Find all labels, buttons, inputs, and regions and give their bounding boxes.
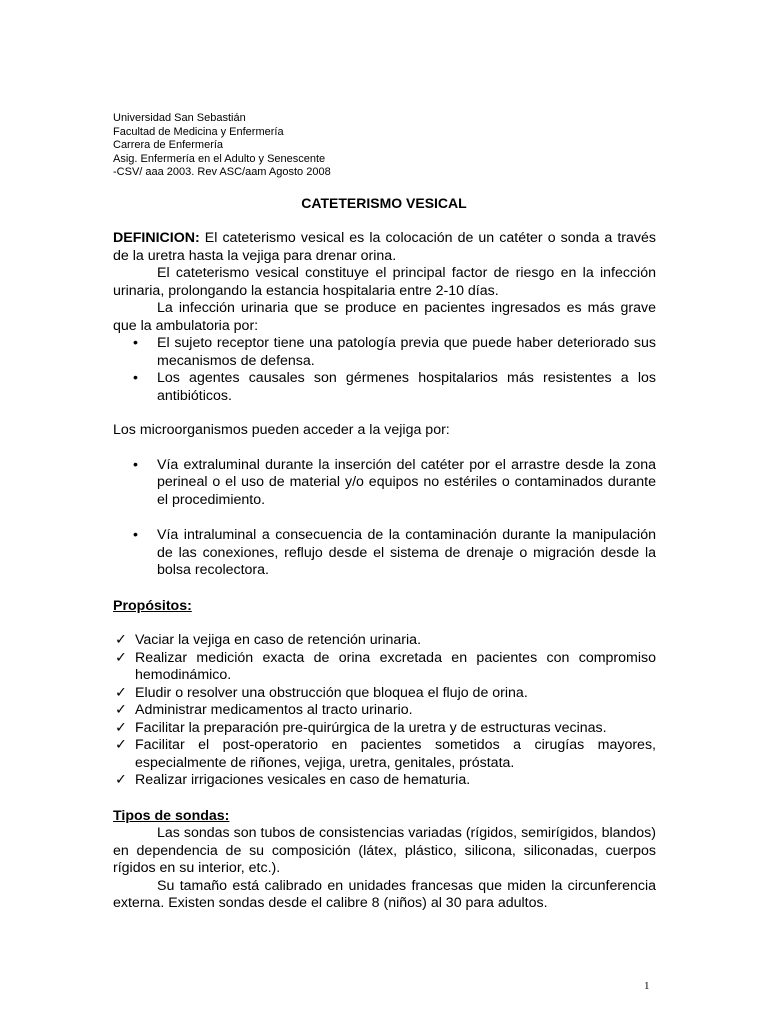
list-item: ✓ Administrar medicamentos al tracto urinario. <box>115 702 413 718</box>
micro-bullet-list <box>113 457 656 510</box>
bullet-icon: • <box>133 527 138 543</box>
bullet-icon: • <box>133 370 138 386</box>
infection-bullet-list <box>113 335 656 405</box>
bullet-icon: • <box>133 456 138 473</box>
checkmark-icon: ✓ <box>115 684 127 701</box>
checkmark-icon: ✓ <box>115 702 127 718</box>
list-item: ✓ Vaciar la vejiga en caso de retención urinaria. <box>115 632 422 648</box>
checkmark-icon: ✓ <box>115 719 127 736</box>
list-item: ✓ Realizar medición exacta de orina excretada en pacientes con compromiso hemodinámico. <box>115 649 656 683</box>
list-item: ✓ Facilitar el post-operatorio en pacientes sometidos a cirugías mayores, especialmente de riñones, vejiga, uretra, genitales, próstata. <box>115 737 656 771</box>
micro-bullet-list-2 <box>113 527 656 580</box>
header-university: Universidad San Sebastián <box>113 112 246 124</box>
tipos-paragraph-1: Las sondas son tubos de consistencias variadas (rígidos, semirígidos, blandos) en dependencia de su composición (látex, plástico, silicona, siliconadas, cuerpos rígidos en su interior, etc.). <box>113 825 656 876</box>
infection-paragraph: La infección urinaria que se produce en pacientes ingresados es más grave que la ambulatoria por: <box>113 300 656 334</box>
micro-intro: Los microorganismos pueden acceder a la vejiga por: <box>113 422 450 438</box>
propositos-checklist <box>113 632 656 790</box>
list-item: • Vía intraluminal a consecuencia de la contaminación durante la manipulación de las conexiones, reflujo desde el sistema de drenaje o migración desde la bolsa recolectora. <box>133 527 656 578</box>
propositos-heading: Propósitos: <box>113 597 192 614</box>
list-item: • Vía extraluminal durante la inserción del catéter por el arrastre desde la zona perineal o el uso de material y/o equipos no estériles o contaminados durante el procedimiento. <box>133 456 656 508</box>
bullet-icon: • <box>133 335 138 351</box>
list-item: • Los agentes causales son gérmenes hospitalarios más resistentes a los antibióticos. <box>133 370 656 404</box>
header-career: Carrera de Enfermería <box>113 139 224 151</box>
header-revision: -CSV/ aaa 2003. Rev ASC/aam Agosto 2008 <box>113 166 331 178</box>
list-item: ✓ Facilitar la preparación pre-quirúrgica de la uretra y de estructuras vecinas. <box>115 719 607 736</box>
definition-text: El cateterismo vesical es la colocación de un catéter o sonda a través de la uretra hasta la vejiga para drenar orina. <box>113 230 656 264</box>
page-number: 1 <box>644 980 650 992</box>
tipos-heading: Tipos de sondas: <box>113 807 230 824</box>
document-body <box>113 230 656 913</box>
checkmark-icon: ✓ <box>115 632 127 648</box>
document-title: CATETERISMO VESICAL <box>301 195 467 211</box>
checkmark-icon: ✓ <box>115 772 127 788</box>
risk-paragraph: El cateterismo vesical constituye el principal factor de riesgo en la infección urinaria, prolongando la estancia hospitalaria entre 2-10 días. <box>113 265 656 299</box>
tipos-paragraph-2: Su tamaño está calibrado en unidades francesas que miden la circunferencia externa. Existen sondas desde el calibre 8 (niños) al 30 para adultos. <box>113 877 656 911</box>
list-item: ✓ Realizar irrigaciones vesicales en caso de hematuria. <box>115 772 471 788</box>
definition-paragraph <box>113 230 656 265</box>
list-item: ✓ Eludir o resolver una obstrucción que bloquea el flujo de orina. <box>115 684 528 701</box>
checkmark-icon: ✓ <box>115 649 127 666</box>
definition-label: DEFINICION: <box>113 230 200 246</box>
document-header <box>113 112 331 180</box>
header-faculty: Facultad de Medicina y Enfermería <box>113 125 284 138</box>
list-item: • El sujeto receptor tiene una patología previa que puede haber deteriorado sus mecanismos de defensa. <box>133 335 656 369</box>
header-course: Asig. Enfermería en el Adulto y Senescente <box>113 152 326 165</box>
checkmark-icon: ✓ <box>115 737 127 753</box>
